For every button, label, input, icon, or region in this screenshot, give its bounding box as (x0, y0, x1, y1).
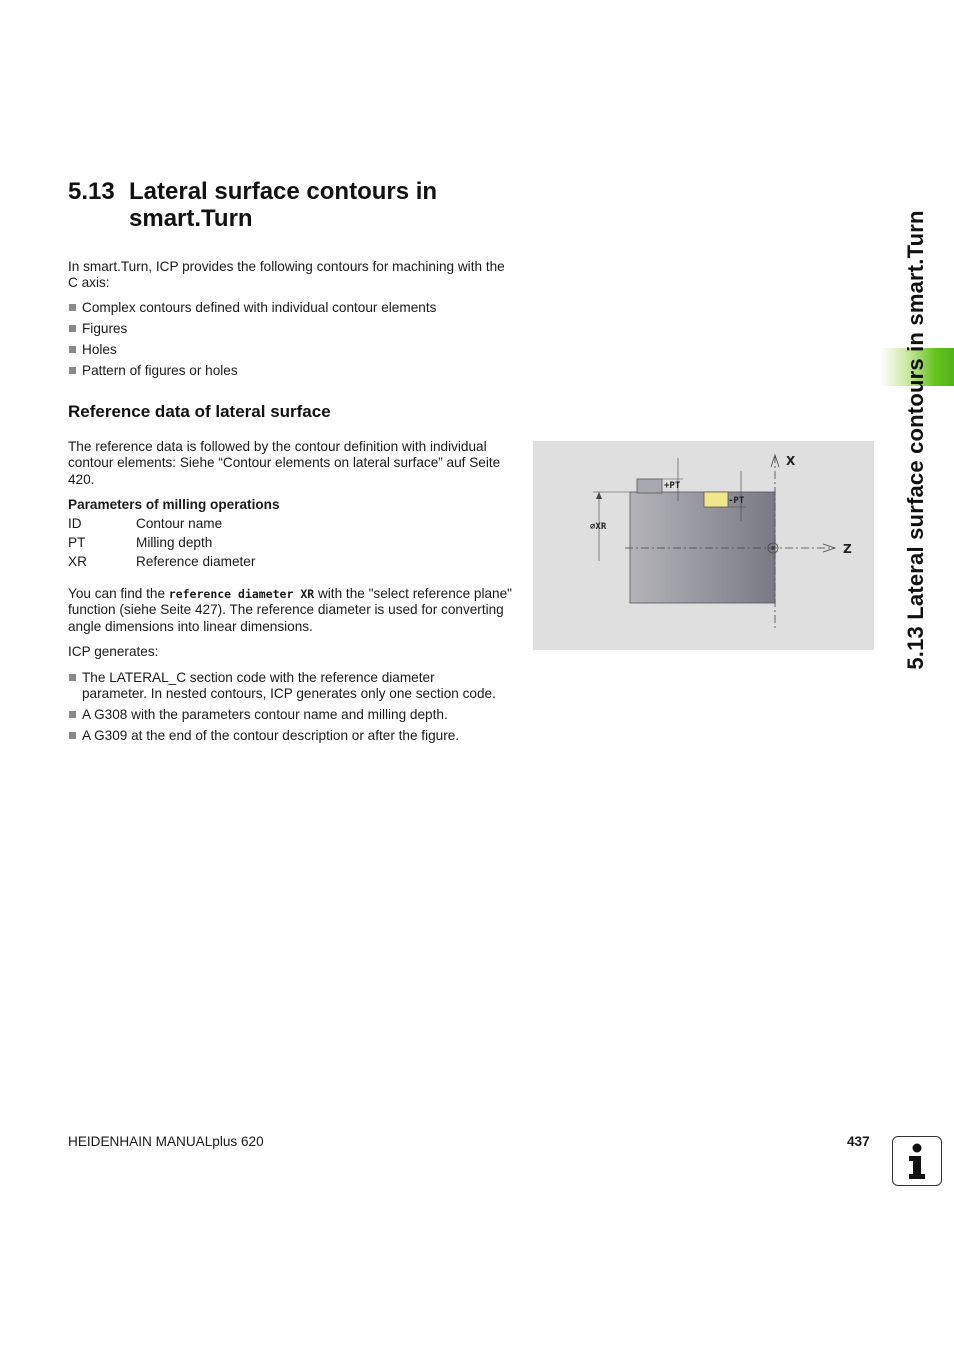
milling-pocket (704, 492, 728, 507)
title-line-1: Lateral surface contours in (129, 178, 438, 205)
sidebar-title-text: 5.13 Lateral surface contours in smart.Turn (903, 210, 928, 670)
raised-step (637, 479, 662, 493)
param-label: Reference diameter (136, 554, 256, 570)
reference-paragraph: The reference data is followed by the contour definition with individual contour elements: Siehe “Contour elements on lateral surface” auf Seite 420. (68, 439, 501, 487)
list-item: Holes (68, 342, 518, 358)
origin-dot (771, 546, 775, 550)
find-code: reference diameter XR (168, 587, 315, 601)
subsection-heading: Reference data of lateral surface (68, 402, 331, 421)
intro-bullets (68, 300, 518, 384)
param-row (68, 516, 518, 535)
label-plus-pt: +PT (664, 481, 681, 491)
info-glyph (893, 1137, 940, 1184)
list-item: A G309 at the end of the contour description or after the figure. (68, 728, 496, 744)
parameters-block (68, 497, 518, 573)
label-x: X (786, 454, 796, 468)
param-row (68, 535, 518, 554)
param-key: XR (68, 554, 87, 570)
param-label: Milling depth (136, 535, 213, 551)
label-z: Z (843, 542, 852, 556)
param-key: PT (68, 535, 86, 551)
find-pre: You can find the (68, 586, 169, 601)
intro-paragraph: In smart.Turn, ICP provides the following contours for machining with the C axis: (68, 259, 505, 291)
param-label: Contour name (136, 516, 223, 532)
workpiece-rect (630, 492, 775, 603)
param-key: ID (68, 516, 82, 532)
parameters-heading: Parameters of milling operations (68, 497, 280, 512)
list-item: Pattern of figures or holes (68, 363, 518, 379)
info-icon (892, 1136, 942, 1186)
find-post: with the "select reference plane" function (siehe Seite 427). The reference diameter is used for converting angle dimensions into linear dimensions. (68, 586, 512, 634)
generated-bullets (68, 670, 496, 749)
sidebar-title (888, 180, 944, 700)
list-item: The LATERAL_C section code with the reference diameter parameter. In nested contours, ICP generates only one section code. (68, 670, 496, 703)
page-title (68, 178, 538, 232)
footer-product: HEIDENHAIN MANUALplus 620 (68, 1134, 264, 1149)
xr-arrow (596, 492, 602, 499)
param-row (68, 554, 518, 573)
lateral-surface-figure (533, 441, 874, 650)
page-number: 437 (847, 1134, 870, 1149)
list-item: A G308 with the parameters contour name and milling depth. (68, 707, 496, 723)
list-item: Figures (68, 321, 518, 337)
icp-generates-label: ICP generates: (68, 644, 159, 659)
list-item: Complex contours defined with individual contour elements (68, 300, 518, 316)
section-number: 5.13 (68, 178, 115, 205)
figure-drawing (533, 441, 874, 650)
title-line-2: smart.Turn (129, 205, 253, 232)
label-minus-pt: -PT (728, 496, 745, 506)
find-paragraph (68, 586, 514, 635)
label-xr: ⌀XR (590, 522, 607, 532)
